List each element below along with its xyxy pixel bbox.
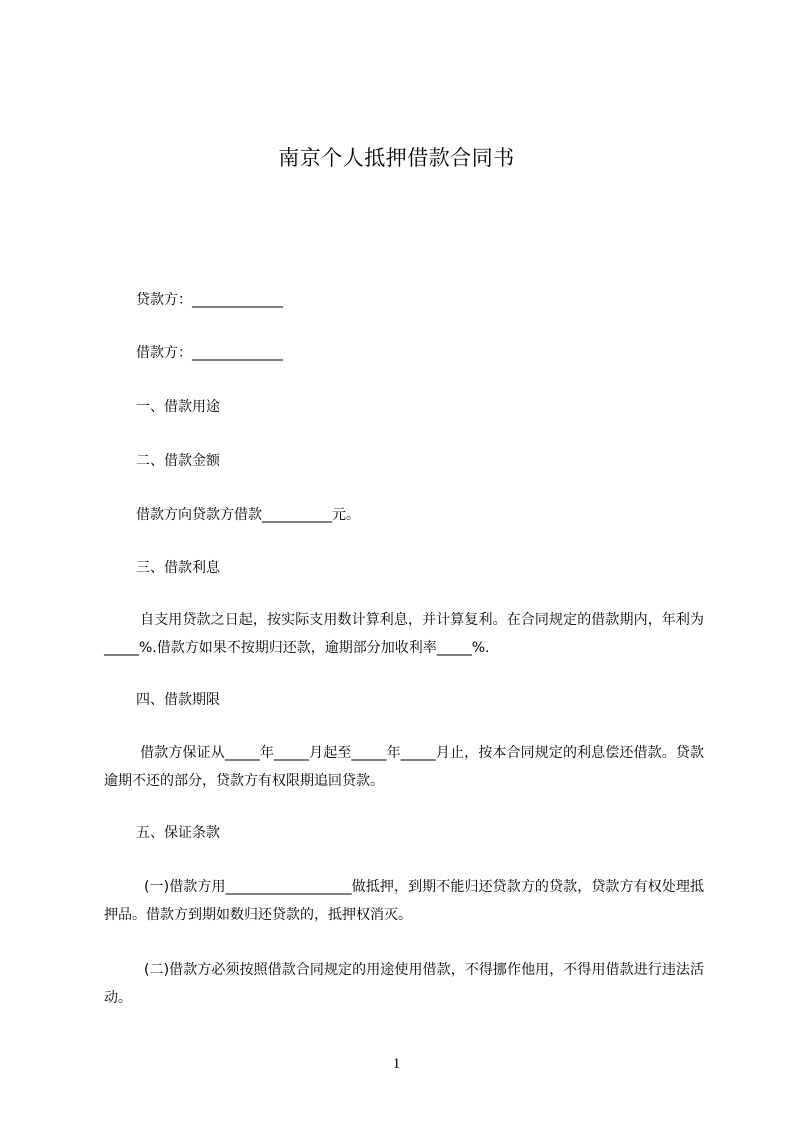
section-heading-guarantee: 五、保证条款 <box>136 825 220 841</box>
interest-paragraph-text: 自支用贷款之日起，按实际支用数计算利息，并计算复利。在合同规定的借款期内，年利为_____%.借款方如果不按期归还款，逾期部分加收利率_____%. <box>104 612 704 656</box>
clause-2-paragraph <box>104 956 704 1012</box>
page-number: 1 <box>392 1056 401 1072</box>
section-heading-term: 四、借款期限 <box>136 692 220 708</box>
amount-line: 借款方向贷款方借款__________元。 <box>136 507 360 523</box>
interest-paragraph <box>104 606 704 662</box>
term-paragraph-text: 借款方保证从_____年_____月起至_____年_____月止，按本合同规定的利息偿还借款。贷款逾期不还的部分，贷款方有权限期追回贷款。 <box>104 745 704 789</box>
clause-1-paragraph <box>104 873 704 929</box>
borrower-line: 借款方：_____________ <box>136 345 283 361</box>
lender-line: 贷款方：_____________ <box>136 292 283 308</box>
clause-1-text: (一)借款方用__________________做抵押，到期不能归还贷款方的贷款，贷款方有权处理抵押品。借款方到期如数归还贷款的，抵押权消灭。 <box>104 879 704 923</box>
section-heading-purpose: 一、借款用途 <box>136 399 220 415</box>
section-heading-amount: 二、借款金额 <box>136 453 220 469</box>
clause-2-text: (二)借款方必须按照借款合同规定的用途使用借款，不得挪作他用，不得用借款进行违法活动。 <box>104 962 704 1006</box>
section-heading-interest: 三、借款利息 <box>136 560 220 576</box>
document-title: 南京个人抵押借款合同书 <box>278 146 515 170</box>
term-paragraph <box>104 739 704 795</box>
